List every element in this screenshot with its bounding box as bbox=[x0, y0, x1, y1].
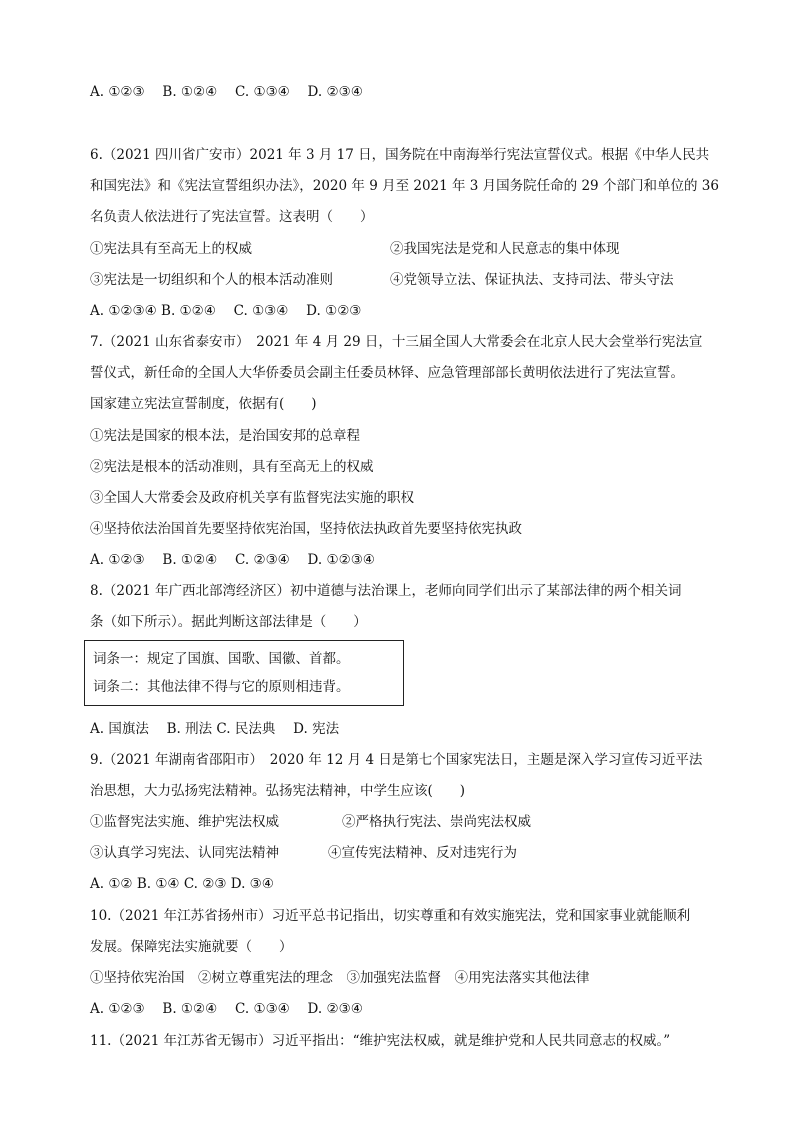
q7-statement-3: ③全国人大常委会及政府机关享有监督宪法实施的职权 bbox=[90, 490, 414, 506]
q9-statement-2: ②严格执行宪法、崇尚宪法权威 bbox=[342, 814, 531, 830]
q7-statement-1: ①宪法是国家的根本法，是治国安邦的总章程 bbox=[90, 428, 360, 444]
q10-stem-line1: 10.（2021 年江苏省扬州市）习近平总书记指出，切实尊重和有效实施宪法，党和国家事业就能顺利 bbox=[90, 908, 691, 924]
q6-statement-2: ②我国宪法是党和人民意志的集中体现 bbox=[390, 241, 620, 257]
q8-options: A. 国旗法 B. 刑法 C. 民法典 D. 宪法 bbox=[90, 721, 340, 737]
q7-stem-line3: 国家建立宪法宣誓制度，依据有( ) bbox=[90, 396, 317, 412]
q5-options: A. ①②③ B. ①②④ C. ①③④ D. ②③④ bbox=[90, 84, 363, 100]
q10-stem-line2: 发展。保障宪法实施就要（ ） bbox=[90, 939, 293, 955]
q7-stem-line1: 7.（2021 山东省泰安市） 2021 年 4 月 29 日，十三届全国人大常委会在北京人民大会堂举行宪法宣 bbox=[90, 334, 703, 350]
q7-options: A. ①②③ B. ①②④ C. ②③④ D. ①②③④ bbox=[90, 552, 375, 568]
q9-statement-1: ①监督宪法实施、维护宪法权威 bbox=[90, 814, 279, 830]
q9-options: A. ①② B. ①④ C. ②③ D. ③④ bbox=[90, 876, 274, 892]
q10-statements: ①坚持依宪治国 ②树立尊重宪法的理念 ③加强宪法监督 ④用宪法落实其他法律 bbox=[90, 970, 590, 986]
q6-stem-line2: 和国宪法》和《宪法宣誓组织办法》，2020 年 9 月至 2021 年 3 月国务院任命的 29 个部门和单位的 36 bbox=[90, 178, 719, 194]
q6-stem-line3: 名负责人依法进行了宪法宣誓。这表明（ ） bbox=[90, 209, 374, 225]
q10-options: A. ①②③ B. ①②④ C. ①③④ D. ②③④ bbox=[90, 1001, 363, 1017]
q6-statement-3: ③宪法是一切组织和个人的根本活动准则 bbox=[90, 272, 333, 288]
q8-stem-line1: 8.（2021 年广西北部湾经济区）初中道德与法治课上，老师向同学们出示了某部法律的两个相关词 bbox=[90, 583, 682, 599]
q8-entry-box bbox=[84, 640, 404, 706]
q6-options: A. ①②③④ B. ①②④ C. ①③④ D. ①②③ bbox=[90, 303, 362, 319]
q7-statement-4: ④坚持依法治国首先要坚持依宪治国，坚持依法执政首先要坚持依宪执政 bbox=[90, 521, 522, 537]
q9-statement-row1 bbox=[90, 812, 715, 832]
q6-statement-1: ①宪法具有至高无上的权威 bbox=[90, 241, 252, 257]
q8-entry-2: 词条二：其他法律不得与它的原则相违背。 bbox=[93, 679, 350, 695]
q9-stem-line1: 9.（2021 年湖南省邵阳市） 2020 年 12 月 4 日是第七个国家宪法日，主题是深入学习宣传习近平法 bbox=[90, 752, 703, 768]
q8-entry-1: 词条一：规定了国旗、国歌、国徽、首都。 bbox=[93, 651, 350, 667]
q6-statement-row2 bbox=[90, 270, 715, 290]
q7-statement-2: ②宪法是根本的活动准则，具有至高无上的权威 bbox=[90, 459, 374, 475]
q11-stem-line1: 11.（2021 年江苏省无锡市）习近平指出：“维护宪法权威，就是维护党和人民共同意志的权威。” bbox=[90, 1033, 671, 1049]
q8-stem-line2: 条（如下所示）。据此判断这部法律是（ ） bbox=[90, 614, 367, 630]
q9-statement-row2 bbox=[90, 843, 715, 863]
q6-statement-row1 bbox=[90, 239, 715, 259]
q6-stem-line1: 6.（2021 四川省广安市）2021 年 3 月 17 日，国务院在中南海举行宪法宣誓仪式。根据《中华人民共 bbox=[90, 147, 710, 163]
q7-stem-line2: 誓仪式，新任命的全国人大华侨委员会副主任委员林铎、应急管理部部长黄明依法进行了宪法宣誓。 bbox=[90, 365, 684, 381]
q6-statement-4: ④党领导立法、保证执法、支持司法、带头守法 bbox=[390, 272, 674, 288]
q9-statement-3: ③认真学习宪法、认同宪法精神 bbox=[90, 845, 279, 861]
q9-statement-4: ④宣传宪法精神、反对违宪行为 bbox=[328, 845, 517, 861]
q9-stem-line2: 治思想，大力弘扬宪法精神。弘扬宪法精神，中学生应该( ) bbox=[90, 783, 466, 799]
